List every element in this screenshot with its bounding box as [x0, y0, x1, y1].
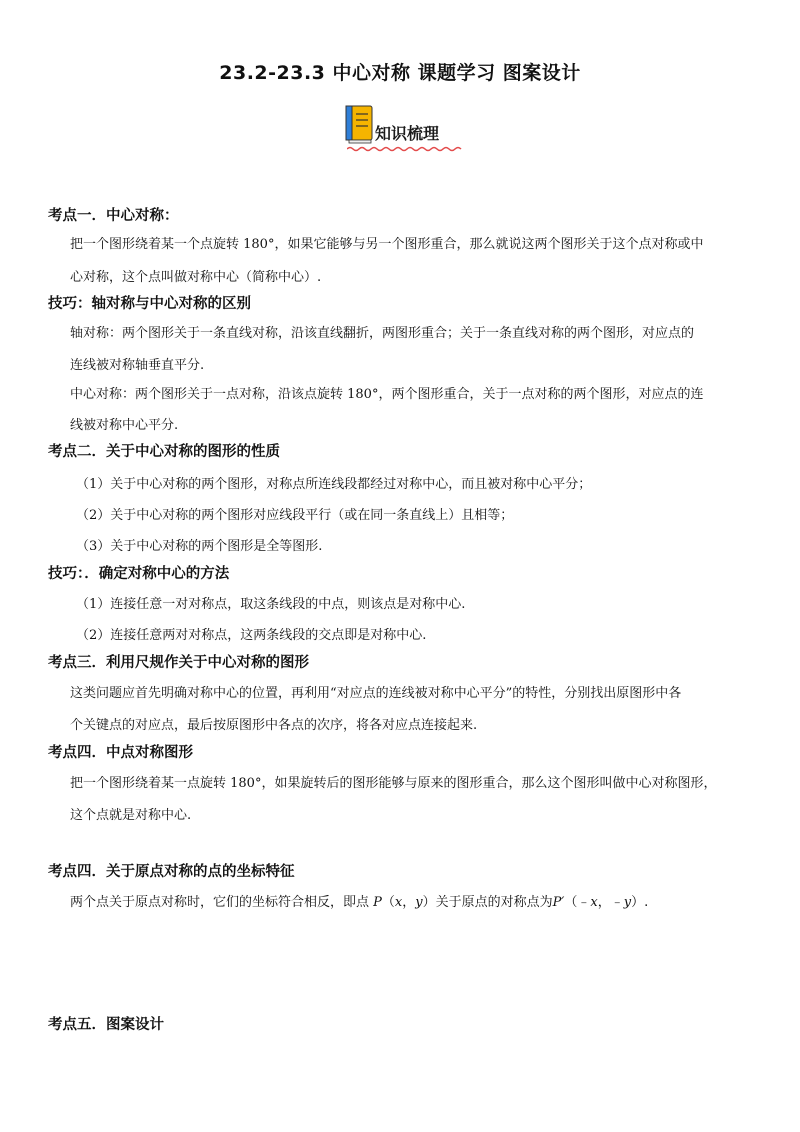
section-text: （2）关于中心对称的两个图形对应线段平行（或在同一条直线上）且相等；	[76, 508, 514, 523]
section-text: 把一个图形绕着某一点旋转 180°，如果旋转后的图形能够与原来的图形重合，那么这个图形叫做中心对称图形，	[70, 776, 717, 791]
section-text: 轴对称：两个图形关于一条直线对称，沿该直线翻折，两图形重合；关于一条直线对称的两个图形，对应点的	[70, 326, 695, 341]
section-text: 这类问题应首先明确对称中心的位置，再利用“对应点的连线被对称中心平分”的特性，分别找出原图形中各	[70, 686, 682, 701]
section-text: （2）连接任意两对对称点，这两条线段的交点即是对称中心.	[76, 628, 427, 643]
section-heading: 考点二．关于中心对称的图形的性质	[48, 444, 280, 460]
section-heading: 考点五．图案设计	[48, 1017, 164, 1033]
coordinate-text	[70, 891, 648, 910]
section-heading: 技巧：．确定对称中心的方法	[48, 566, 230, 582]
point-p-prime: P′	[552, 895, 565, 910]
var-x: x	[394, 895, 403, 910]
section-heading: 考点一．中心对称：	[48, 208, 179, 224]
section-text: 线被对称中心平分.	[70, 418, 179, 433]
badge-label: 知识梳理	[375, 124, 440, 143]
section-text: 这个点就是对称中心.	[70, 808, 192, 823]
section-text: （3）关于中心对称的两个图形是全等图形.	[76, 539, 323, 554]
section-text: 中心对称：两个图形关于一点对称，沿该点旋转 180°，两个图形重合，关于一点对称的两个图形，对应点的连	[70, 387, 704, 402]
var-y: y	[623, 895, 632, 910]
section-text: 连线被对称轴垂直平分.	[70, 358, 205, 373]
section-text: 心对称，这个点叫做对称中心（简称中心）.	[70, 270, 322, 285]
wave-underline	[347, 146, 463, 152]
section-heading: 技巧：轴对称与中心对称的区别	[48, 296, 251, 312]
section-text: 把一个图形绕着某一个点旋转 180°，如果它能够与另一个图形重合，那么就说这两个图形关于这个点对称或中	[70, 237, 704, 252]
section-text: （1）连接任意一对对称点，取这条线段的中点，则该点是对称中心.	[76, 597, 466, 612]
text-part: ，	[402, 895, 416, 910]
knowledge-badge	[343, 104, 463, 152]
point-p: P	[373, 895, 382, 910]
section-heading: 考点四．中点对称图形	[48, 745, 193, 761]
text-part: （	[381, 895, 395, 910]
page-title: 23.2-23.3 中心对称 课题学习 图案设计	[219, 62, 581, 84]
text-part: （﹣	[564, 895, 591, 910]
text-part: ，﹣	[597, 895, 624, 910]
section-text: 个关键点的对应点，最后按原图形中各点的次序，将各对应点连接起来.	[70, 718, 478, 733]
var-y: y	[415, 895, 423, 910]
section-text: （1）关于中心对称的两个图形，对称点所连线段都经过对称中心，而且被对称中心平分；	[76, 477, 592, 492]
section-heading: 考点三．利用尺规作关于中心对称的图形	[48, 655, 309, 671]
text-part: ）.	[631, 895, 649, 910]
book-icon	[343, 104, 377, 152]
text-part: ）关于原点的对称点为	[422, 895, 553, 910]
var-x: x	[590, 895, 598, 910]
section-heading: 考点四．关于原点对称的点的坐标特征	[48, 864, 295, 880]
text-part: 两个点关于原点对称时，它们的坐标符合相反，即点	[70, 895, 374, 910]
